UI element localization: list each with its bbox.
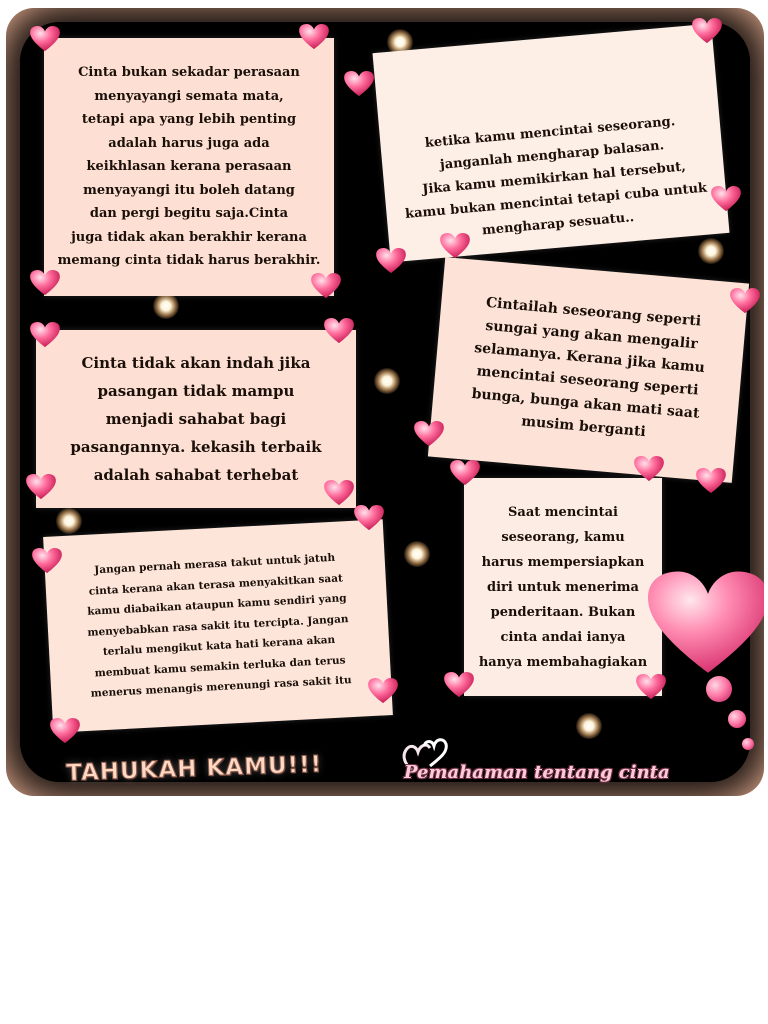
quote-text: Cinta tidak akan indah jika pasangan tidak mampu menjadi sahabat bagi pasangannya. kekasih terbaik adalah sahabat terhebat <box>70 354 322 484</box>
heart-icon <box>354 505 384 531</box>
heart-icon <box>696 468 726 494</box>
heart-icon <box>692 18 722 44</box>
heart-icon <box>30 322 60 348</box>
heart-icon <box>30 270 60 296</box>
glow-light <box>153 293 179 319</box>
heart-icon <box>368 678 398 704</box>
quote-text: ketika kamu mencintai seseorang. janganlah mengharap balasan. Jika kamu memikirkan hal tersebut, kamu bukan mencintai tetapi cuba untuk mengharap sesuatu.. <box>404 113 708 238</box>
heart-icon <box>634 456 664 482</box>
quote-text: Cintailah seseorang seperti sungai yang akan mengalir selamanya. Kerana jika kamu mencintai seseorang seperti bunga, bunga akan mati saat musim berganti <box>470 294 706 441</box>
glow-light <box>404 541 430 567</box>
heart-icon <box>344 71 374 97</box>
heart-icon <box>50 718 80 744</box>
heart-icon <box>26 474 56 500</box>
heart-icon <box>324 480 354 506</box>
quote-note-5 <box>43 519 393 733</box>
heart-icon <box>440 233 470 259</box>
heart-icon <box>32 548 62 574</box>
heart-icon <box>30 26 60 52</box>
quote-text: Cinta bukan sekadar perasaan menyayangi semata mata, tetapi apa yang lebih penting adalah harus juga ada keikhlasan kerana perasaan menyayangi itu boleh datang dan pergi begitu saja.Cinta juga tidak akan berakhir kerana memang cinta tidak harus berakhir. <box>57 65 321 269</box>
heart-icon <box>444 672 474 698</box>
poster-frame <box>6 8 764 796</box>
quote-note-1 <box>44 38 334 296</box>
glow-light <box>698 238 724 264</box>
heart-icon <box>324 318 354 344</box>
heart-icon <box>299 24 329 50</box>
heart-icon <box>730 288 760 314</box>
pink-bead <box>706 676 732 702</box>
heart-icon <box>711 186 741 212</box>
big-heart-icon <box>648 568 764 680</box>
heart-icon <box>376 248 406 274</box>
quote-note-6 <box>464 478 662 696</box>
quote-note-4 <box>36 330 356 508</box>
quote-text: Saat mencintai seseorang, kamu harus mempersiapkan diri untuk menerima penderitaan. Bukan cinta andai ianya hanya membahagiakan <box>478 504 648 670</box>
glow-light <box>374 368 400 394</box>
poster-subtitle: Pemahaman tentang cinta <box>404 762 670 783</box>
quote-note-2 <box>372 24 729 263</box>
glow-light <box>56 508 82 534</box>
pink-bead <box>728 710 746 728</box>
heart-icon <box>450 460 480 486</box>
pink-bead <box>742 738 754 750</box>
glow-light <box>576 713 602 739</box>
heart-icon <box>414 421 444 447</box>
quote-note-3 <box>428 257 749 483</box>
quote-text: Jangan pernah merasa takut untuk jatuh cinta kerana akan terasa menyakitkan saat kamu diabaikan ataupun kamu sendiri yang menyebabkan rasa sakit itu tercipta. Jangan terlalu mengikut kata hati kerana akan membuat kamu semakin terluka dan terus menerus menangis merenungi rasa sakit itu <box>86 552 352 700</box>
poster-title: TAHUKAH KAMU!!! <box>65 751 323 787</box>
heart-icon <box>311 273 341 299</box>
